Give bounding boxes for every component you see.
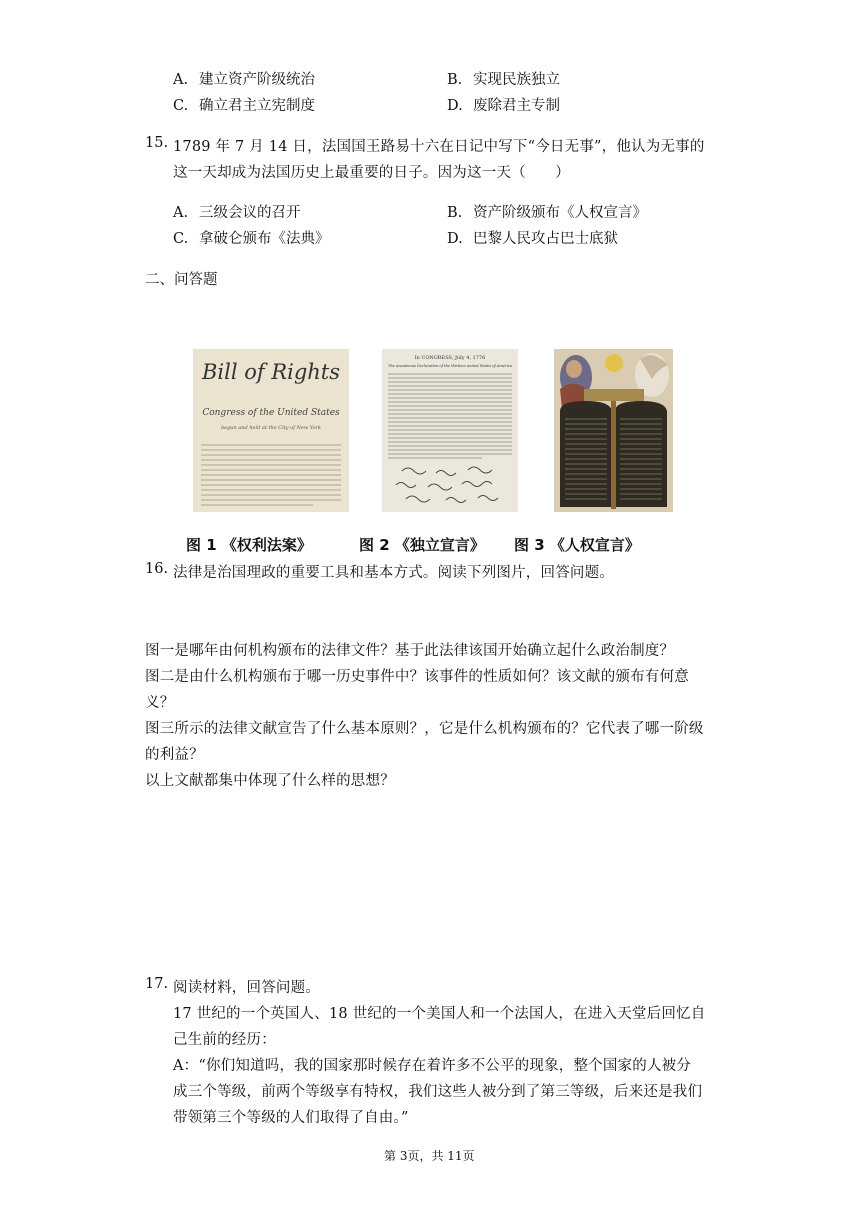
q17-material-line: A：“你们知道吗，我的国家那时候存在着许多不公平的现象，整个国家的人被分 xyxy=(173,1058,692,1074)
q14-option-c: C. 确立君主立宪制度 xyxy=(173,98,315,114)
fig2-image-header: In CONGRESS, July 4, 1776 xyxy=(414,355,486,361)
q17-material-line: 己生前的经历： xyxy=(173,1032,276,1048)
figure-1-caption: 图 1 《权利法案》 xyxy=(186,536,312,554)
q16-question-line: 以上文献都集中体现了什么样的思想？ xyxy=(145,773,395,789)
figure-1-image xyxy=(193,349,349,512)
q16-number: 16. xyxy=(145,561,169,577)
q15-option-d: D. 巴黎人民攻占巴士底狱 xyxy=(447,231,618,247)
rights-of-man-tablets-icon xyxy=(554,349,673,512)
q16-question-line: 图一是哪年由何机构颁布的法律文件？基于此法律该国开始确立起什么政治制度？ xyxy=(145,643,675,659)
q17-number: 17. xyxy=(145,976,169,992)
section-title: 二、问答题 xyxy=(145,272,218,288)
q15-option-b: B. 资产阶级颁布《人权宣言》 xyxy=(447,205,647,221)
fig1-image-title: Bill of Rights xyxy=(201,360,341,384)
q15-stem-line2: 这一天却成为法国历史上最重要的日子。因为这一天（ ） xyxy=(173,165,570,181)
q14-option-d: D. 废除君主专制 xyxy=(447,98,560,114)
figure-2-caption: 图 2 《独立宣言》 xyxy=(359,536,485,554)
q14-option-b: B. 实现民族独立 xyxy=(447,72,560,88)
figure-2-image xyxy=(382,349,518,512)
q16-question-line: 图二是由什么机构颁布于哪一历史事件中？该事件的性质如何？该文献的颁布有何意 xyxy=(145,669,689,685)
figure-3-caption: 图 3 《人权宣言》 xyxy=(514,536,640,554)
fig2-image-sub: The unanimous Declaration of the thirteen united States of America xyxy=(387,364,513,368)
q17-material-line: 17 世纪的一个英国人、18 世纪的一个美国人和一个法国人，在进入天堂后回忆自 xyxy=(173,1006,706,1022)
q14-option-a: A. 建立资产阶级统治 xyxy=(173,72,315,88)
q17-stem: 阅读材料，回答问题。 xyxy=(173,980,320,996)
declaration-document-icon xyxy=(382,349,518,512)
q16-question-line: 的利益？ xyxy=(145,747,204,763)
q15-option-a: A. 三级会议的召开 xyxy=(173,205,301,221)
figure-3-image xyxy=(554,349,673,512)
fig1-image-sub1: Congress of the United States xyxy=(202,408,340,418)
q15-stem-line1: 1789 年 7 月 14 日，法国国王路易十六在日记中写下“今日无事”，他认为无事的 xyxy=(173,139,705,155)
q16-question-line: 图三所示的法律文献宣告了什么基本原则？，它是什么机构颁布的？它代表了哪一阶级 xyxy=(145,721,704,737)
q15-number: 15. xyxy=(145,135,169,151)
q17-material-line: 成三个等级，前两个等级享有特权，我们这些人被分到了第三等级，后来还是我们 xyxy=(173,1084,703,1100)
page-footer: 第 3页，共 11页 xyxy=(384,1149,475,1163)
q15-option-c: C. 拿破仑颁布《法典》 xyxy=(173,231,330,247)
q17-material-line: 带领第三个等级的人们取得了自由。” xyxy=(173,1110,409,1126)
q16-question-line: 义？ xyxy=(145,695,175,711)
q16-stem: 法律是治国理政的重要工具和基本方式。阅读下列图片，回答问题。 xyxy=(173,565,614,581)
fig1-image-sub2: begun and held at the City of New York xyxy=(220,425,322,431)
bill-of-rights-document-icon xyxy=(193,349,349,512)
